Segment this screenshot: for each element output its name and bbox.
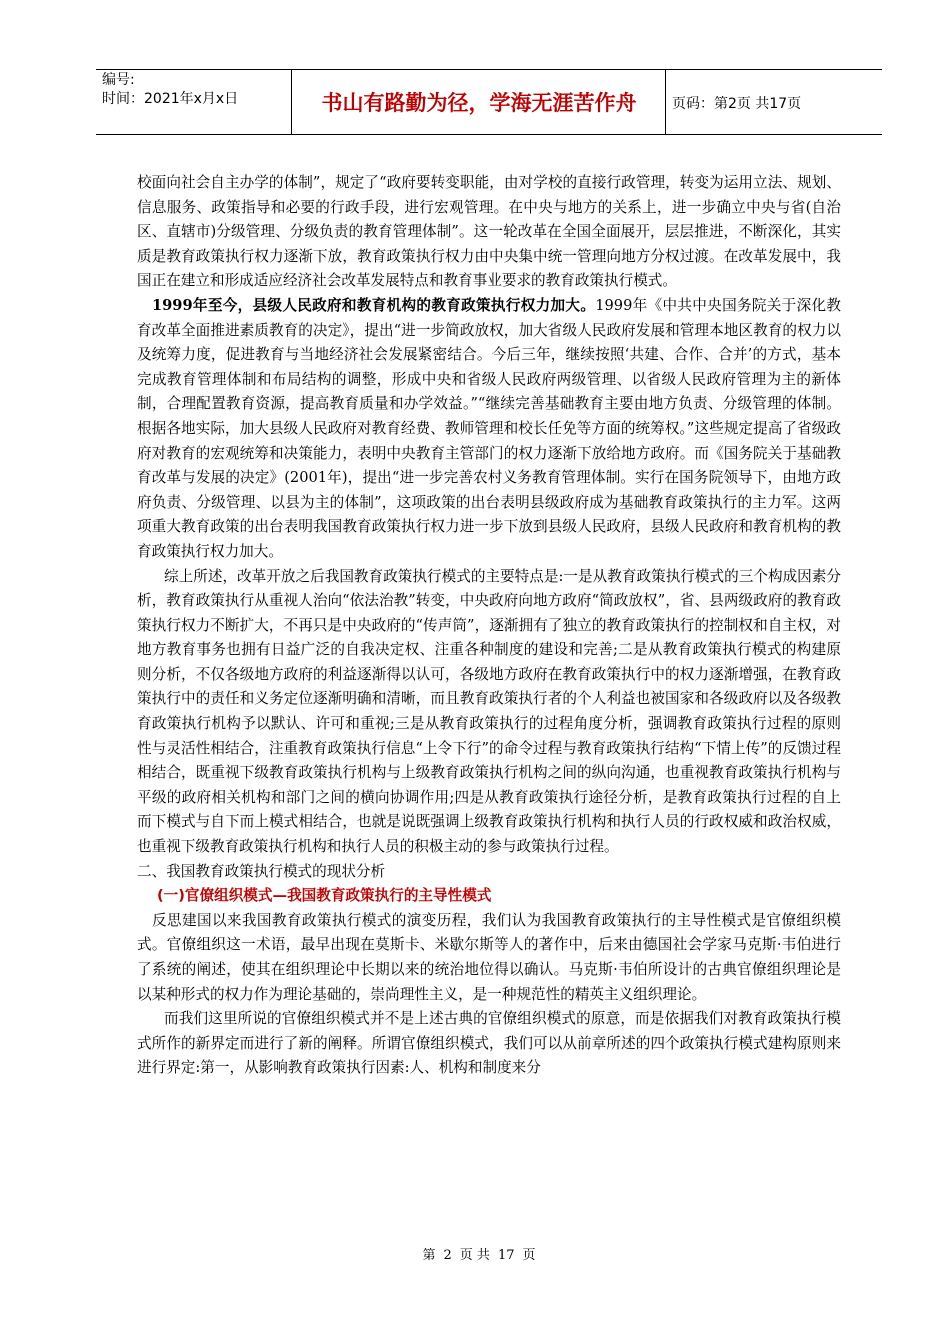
subsection-heading [137, 884, 841, 909]
number-label: 编号: [102, 72, 135, 88]
footer-prefix: 第 [422, 1248, 436, 1263]
paragraph-4: 反思建国以来我国教育政策执行模式的演变历程，我们认为我国教育政策执行的主导性模式是官僚组织模式。官僚组织这一术语，最早出现在莫斯卡、米歇尔斯等人的著作中，后来由德国社会学家马克斯·韦伯进行了系统的阐述，使其在组织理论中长期以来的统治地位得以确认。马克斯·韦伯所设计的古典官僚组织理论是以某种形式的权力作为理论基础的，崇尚理性主义，是一种规范性的精英主义组织理论。 [137, 911, 841, 1003]
footer-mid: 页 共 [459, 1248, 490, 1263]
paragraph-2-lead: 1999年至今，县级人民政府和教育机构的教育政策执行权力加大。 [152, 296, 596, 314]
paragraph-1: 校面向社会自主办学的体制”，规定了“政府要转变职能，由对学校的直接行政管理，转变为运用立法、规划、信息服务、政策指导和必要的行政手段，进行宏观管理。在中央与地方的关系上，进一步确立中央与省(自治区、直辖市)分级管理、分级负责的教育管理体制”。这一轮改革在全国全面展开，层层推进，不断深化，其实质是教育政策执行权力逐渐下放，教育政策执行权力由中央集中统一管理向地方分权过渡。在改革发展中，我国正在建立和形成适应经济社会改革发展特点和教育事业要求的教育政策执行模式。 [137, 174, 841, 290]
document-body [137, 171, 841, 1081]
paragraph-2-text: 1999年《中共中央国务院关于深化教育改革全面推进素质教育的决定》，提出“进一步简政放权，加大省级人民政府发展和管理本地区教育的权力以及统筹力度，促进教育与当地经济社会发展紧密结合。今后三年，继续按照‘共建、合作、合并’的方式，基本完成教育管理体制和布局结构的调整，形成中央和省级人民政府两级管理、以省级人民政府管理为主的新体制，合理配置教育资源，提高教育质量和办学效益。”“继续完善基础教育主要由地方负责、分级管理的体制。根据各地实际，加大县级人民政府对教育经费、教师管理和校长任免等方面的统筹权。”这些规定提高了省级政府对教育的宏观统筹和决策能力，表明中央教育主管部门的权力逐渐下放给地方政府。而《国务院关于基础教育改革与发展的决定》(2001年)，提出“进一步完善农村义务教育管理体制。实行在国务院领导下，由地方政府负责、分级管理、以县为主的体制”，这项政策的出台表明县级政府成为基础教育政策执行的主力军。这两项重大教育政策的出台表明我国教育政策执行权力进一步下放到县级人民政府，县级人民政府和教育机构的教育政策执行权力加大。 [137, 296, 841, 560]
section-heading: 二、我国教育政策执行模式的现状分析 [137, 862, 386, 880]
header-divider-right [665, 69, 666, 135]
header-divider-left [291, 69, 292, 135]
subsection-heading-text: (一)官僚组织模式—我国教育政策执行的主导性模式 [157, 887, 492, 905]
paragraph-2 [137, 294, 841, 565]
header-page-info: 页码：第2页 共17页 [672, 96, 802, 112]
footer-page-number: 2 [443, 1248, 452, 1263]
footer-suffix: 页 [522, 1248, 536, 1263]
paragraph-3: 综上所述，改革开放之后我国教育政策执行模式的主要特点是:一是从教育政策执行模式的三个构成因素分析，教育政策执行从重视人治向“依法治教”转变，中央政府向地方政府“简政放权”，省、县两级政府的教育政策执行权力不断扩大，不再只是中央政府的“传声筒”，逐渐拥有了独立的教育政策执行的控制权和自主权，对地方教育事务也拥有日益广泛的自我决定权、注重各种制度的建设和完善;二是从教育政策执行模式的构建原则分析，不仅各级地方政府的利益逐渐得以认可，各级地方政府在教育政策执行中的权力逐渐增强，在教育政策执行中的责任和义务定位逐渐明确和清晰，而且教育政策执行者的个人利益也被国家和各级政府以及各级教育政策执行机构予以默认、许可和重视;三是从教育政策执行的过程角度分析，强调教育政策执行过程的原则性与灵活性相结合，注重教育政策执行信息“上令下行”的命令过程与教育政策执行结构“下情上传”的反馈过程相结合，既重视下级教育政策执行机构与上级教育政策执行机构之间的纵向沟通，也重视教育政策执行机构与平级的政府相关机构和部门之间的横向协调作用;四是从教育政策执行途径分析，是教育政策执行过程的自上而下模式与自下而上模式相结合，也就是说既强调上级教育政策执行机构和执行人员的行政权威和政治权威，也重视下级教育政策执行机构和执行人员的积极主动的参与政策执行过程。 [137, 567, 841, 856]
footer-total: 17 [497, 1248, 515, 1263]
paragraph-5: 而我们这里所说的官僚组织模式并不是上述古典的官僚组织模式的原意，而是依据我们对教育政策执行模式所作的新界定而进行了新的阐释。所谓官僚组织模式，我们可以从前章所述的四个政策执行模式建构原则来进行界定:第一，从影响教育政策执行因素:人、机构和制度来分 [137, 1010, 841, 1077]
time-label: 时间：2021年x月x日 [102, 91, 239, 107]
page-footer [0, 1244, 950, 1263]
page-header [96, 69, 882, 135]
header-motto: 书山有路勤为径，学海无涯苦作舟 [321, 91, 637, 115]
header-left-block [102, 71, 238, 109]
